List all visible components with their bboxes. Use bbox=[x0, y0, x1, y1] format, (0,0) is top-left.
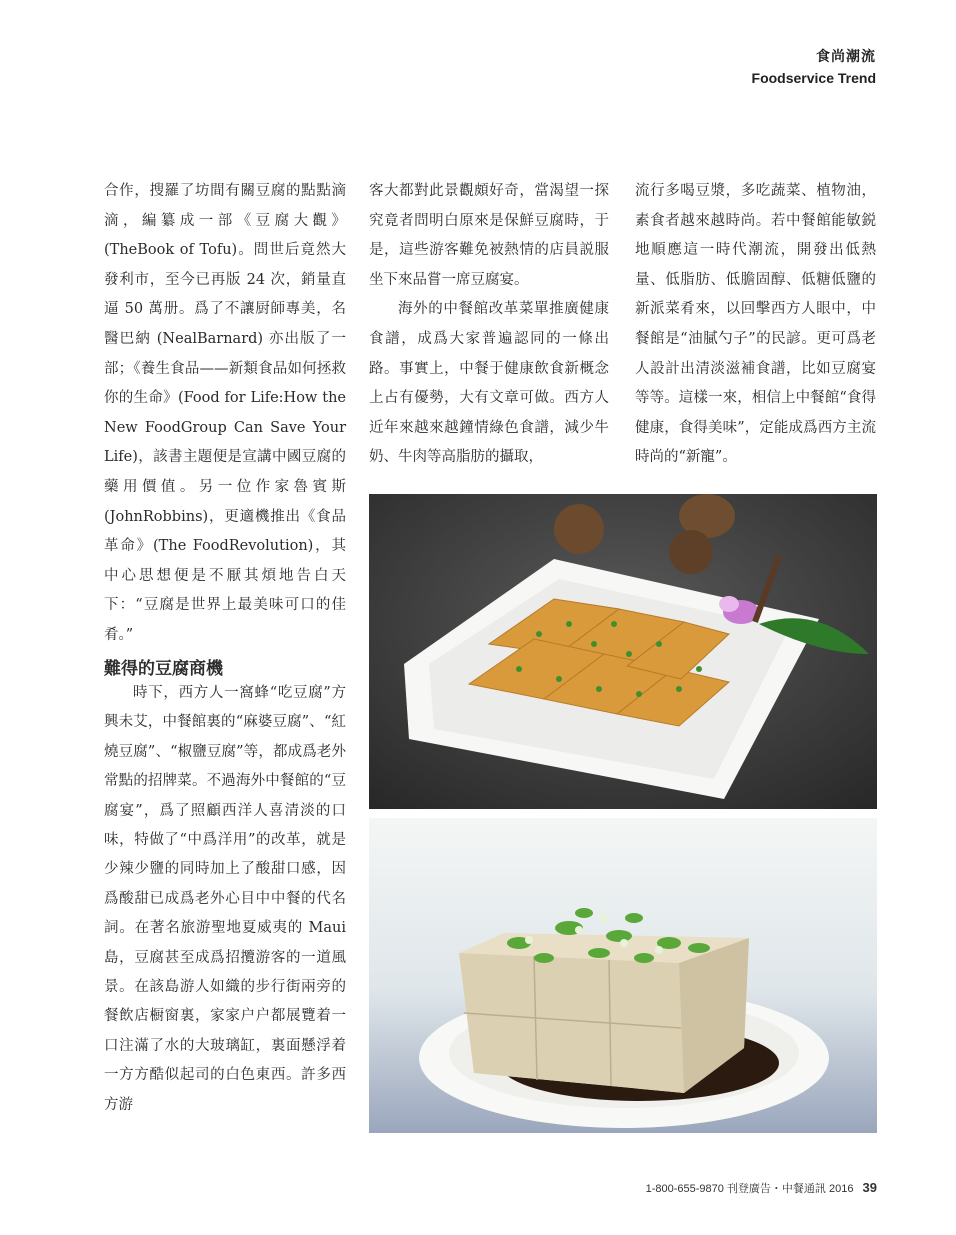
article-column-1 bbox=[104, 177, 346, 651]
fried-tofu-illustration bbox=[369, 494, 877, 809]
article-column-1-continued bbox=[104, 679, 346, 1120]
fried-tofu-photo bbox=[369, 494, 877, 809]
cold-tofu-illustration bbox=[369, 818, 877, 1133]
page-number: 39 bbox=[862, 1180, 877, 1195]
footer-publication: 刊登廣告・中餐通訊 2016 bbox=[726, 1183, 854, 1195]
article-column-2 bbox=[369, 177, 609, 473]
section-title-zh: 食尚潮流 bbox=[816, 49, 876, 65]
section-title-en: Foodservice Trend bbox=[751, 70, 876, 86]
paragraph: 海外的中餐館改革菜單推廣健康食譜，成爲大家普遍認同的一條出路。事實上，中餐于健康飲食新概念上占有優勢，大有文章可做。西方人近年來越來越鐘情綠色食譜，減少牛奶、牛肉等高脂肪的攝取， bbox=[369, 301, 609, 466]
article-column-3 bbox=[635, 177, 876, 473]
section-header bbox=[752, 46, 876, 86]
paragraph: 時下，西方人一窩蜂“吃豆腐”方興未艾，中餐館裏的“麻婆豆腐”、“紅燒豆腐”、“椒鹽豆腐”等，都成爲老外常點的招牌菜。不過海外中餐館的“豆腐宴”，爲了照顧西洋人喜清淡的口味，特做了“中爲洋用”的改革，就是少辣少鹽的同時加上了酸甜口感，因爲酸甜已成爲老外心目中中餐的代名詞。在著名旅游聖地夏威夷的 Maui 島，豆腐甚至成爲招攬游客的一道風景。在該島游人如織的步行街兩旁的餐飲店橱窗裏，家家户户都展覽着一口注滿了水的大玻璃缸，裏面懸浮着一方方酷似起司的白色東西。許多西方游 bbox=[104, 685, 346, 1113]
page-footer bbox=[646, 1180, 877, 1196]
paragraph: 流行多喝豆漿，多吃蔬菜、植物油，素食者越來越時尚。若中餐館能敏鋭地順應這一時代潮流，開發出低熱量、低脂肪、低膽固醇、低糖低鹽的新派菜肴來，以回擊西方人眼中，中餐館是“油膩勺子”的民諺。更可爲老人設計出清淡滋補食譜，比如豆腐宴等等。這樣一來，相信上中餐館“食得健康，食得美味”，定能成爲西方主流時尚的“新寵”。 bbox=[635, 183, 876, 466]
cold-tofu-photo bbox=[369, 818, 877, 1133]
paragraph: 合作，搜羅了坊間有關豆腐的點點滴滴，編纂成一部《豆腐大觀》(TheBook of Tofu)。問世后竟然大發利市，至今已再版 24 次，銷量直逼 50 萬册。爲了不讓厨師專美，名醫巴納 (NealBarnard) 亦出版了一部；《養生食品——新類食品如何拯救你的生命》(Food for Life:How the New FoodGroup Can Save Your Life)，該書主題便是宣講中國豆腐的藥用價值。另一位作家魯賓斯 (JohnRobbins)，更適機推出《食品革命》(The FoodRevolution)，其中心思想便是不厭其煩地告白天下：“豆腐是世界上最美味可口的佳肴。” bbox=[104, 183, 346, 643]
section-subheading: 難得的豆腐商機 bbox=[104, 659, 223, 679]
footer-phone: 1-800-655-9870 bbox=[645, 1183, 724, 1195]
paragraph: 客大都對此景觀頗好奇，當渴望一探究竟者問明白原來是保鮮豆腐時，于是，這些游客難免被熱情的店員説服坐下來品嘗一席豆腐宴。 bbox=[369, 183, 609, 288]
